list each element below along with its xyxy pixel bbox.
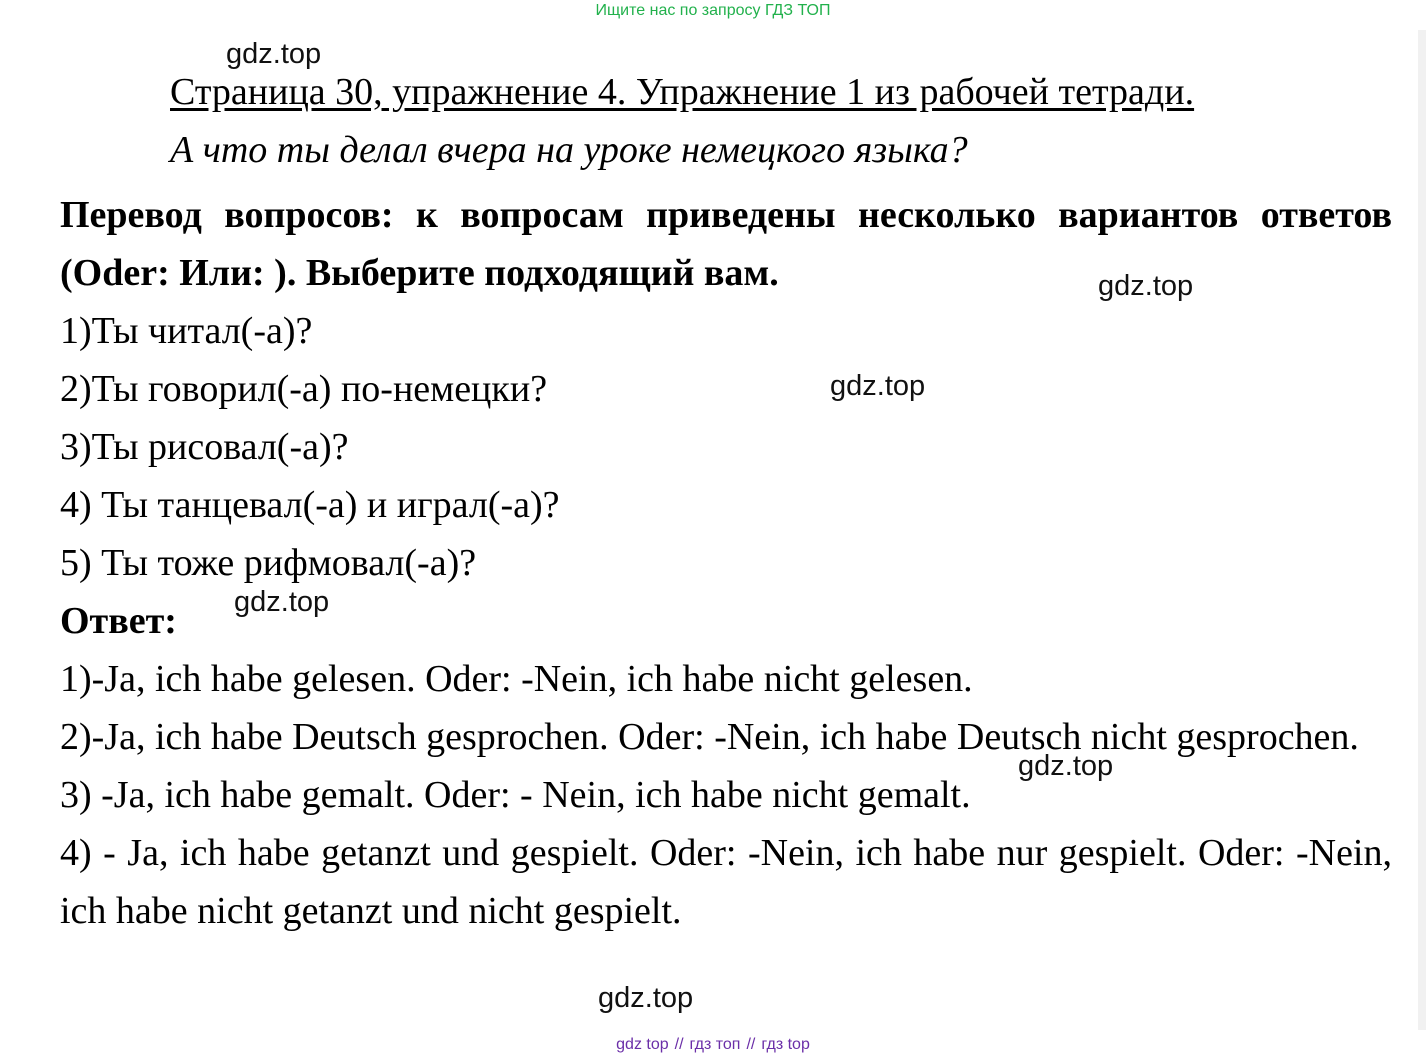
scrollbar[interactable]	[1418, 30, 1426, 1030]
question-item: 2)Ты говорил(-а) по-немецки?	[60, 368, 548, 410]
footer-separator: //	[746, 1036, 756, 1053]
answer-item: 1)-Ja, ich habe gelesen. Oder: -Nein, ich habe nicht gelesen.	[60, 658, 973, 700]
page-title: Страница 30, упражнение 4. Упражнение 1 из рабочей тетради.	[170, 71, 1195, 113]
question-item: 3)Ты рисовал(-а)?	[60, 426, 349, 468]
watermark: gdz.top	[598, 982, 694, 1014]
watermark: gdz.top	[830, 370, 926, 402]
question-item: 5) Ты тоже рифмовал(-а)?	[60, 542, 477, 584]
footer-link[interactable]: gdz top	[616, 1036, 669, 1053]
answer-heading: Ответ:	[60, 600, 177, 642]
footer-links	[0, 1034, 1426, 1056]
answer-item: 4) - Ja, ich habe getanzt und gespielt. Oder: -Nein, ich habe nur gespielt. Oder: -Nein, ich habe nicht getanzt und nicht gespielt.	[60, 832, 1392, 932]
top-banner-link[interactable]: Ищите нас по запросу ГДЗ ТОП	[595, 2, 831, 19]
watermark: gdz.top	[1018, 750, 1114, 782]
question-item: 4) Ты танцевал(-а) и играл(-а)?	[60, 484, 560, 526]
footer-separator: //	[674, 1036, 684, 1053]
footer-link[interactable]: гдз топ	[689, 1036, 741, 1053]
footer-link[interactable]: гдз top	[761, 1036, 810, 1053]
answer-item: 3) -Ja, ich habe gemalt. Oder: - Nein, ich habe nicht gemalt.	[60, 774, 971, 816]
watermark: gdz.top	[234, 586, 330, 618]
question-item: 1)Ты читал(-а)?	[60, 310, 313, 352]
exercise-subtitle: А что ты делал вчера на уроке немецкого языка?	[170, 129, 968, 171]
instruction-text: Перевод вопросов: к вопросам приведены несколько вариантов ответов (Oder: Или: ). Выберите подходящий вам.	[60, 194, 1392, 294]
answer-item: 2)-Ja, ich habe Deutsch gesprochen. Oder: -Nein, ich habe Deutsch nicht gesprochen.	[60, 716, 1359, 758]
watermark: gdz.top	[1098, 270, 1194, 302]
watermark: gdz.top	[226, 38, 322, 70]
